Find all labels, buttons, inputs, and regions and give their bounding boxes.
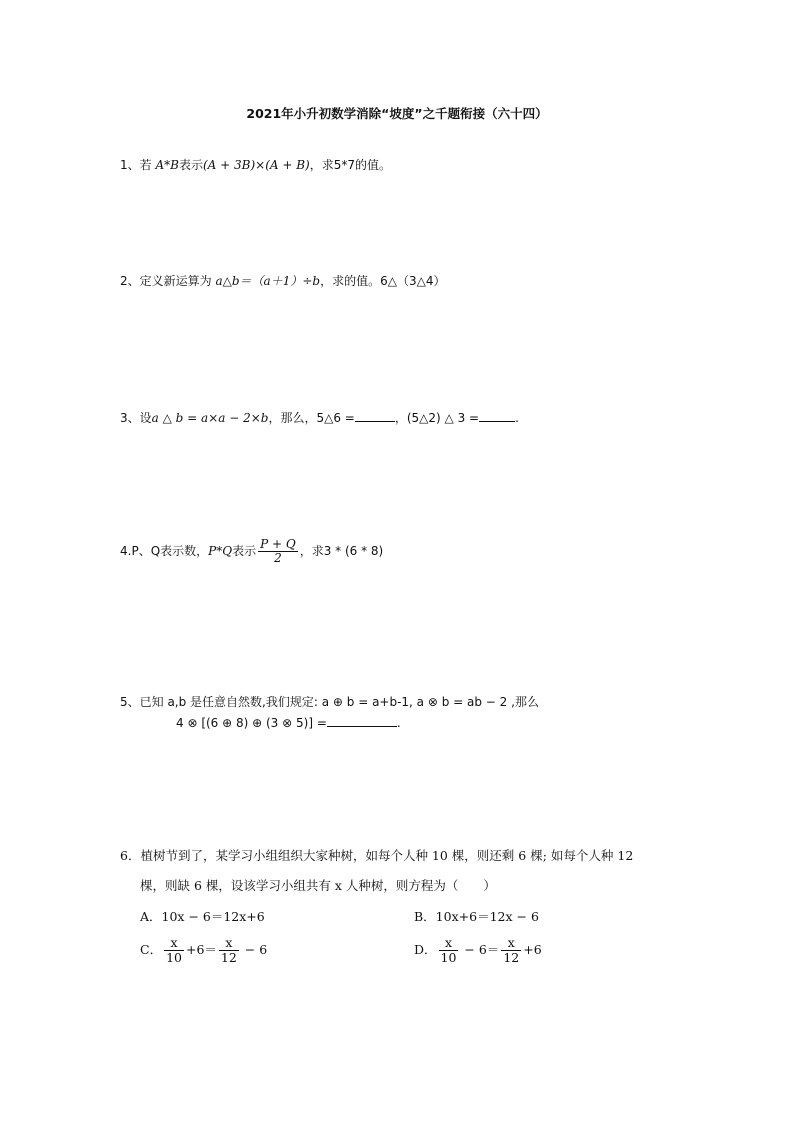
fraction-numerator: x [501,936,521,951]
q2-number: 2、 [120,274,140,288]
q1-mid: 表示 [178,158,203,172]
q3-blank-1[interactable] [355,409,395,422]
q6-option-d[interactable] [414,936,542,965]
q1-end: 的值。 [355,158,392,172]
fraction-numerator: x [164,936,184,951]
q6-number: 6． [120,848,141,863]
q4-fraction-numerator: P + Q [260,537,296,551]
q1-pre: 若 [139,158,152,172]
question-4 [120,538,383,565]
q3-mid: ，那么， [268,411,317,425]
q6-option-c-label: C． [140,941,163,957]
question-5-line-1 [120,692,539,712]
q6-option-d-label: D． [414,941,437,957]
q3-end: . [515,411,519,425]
q4-fraction [258,538,298,565]
q1-post: ，求 [309,158,334,172]
q6-option-d-fraction-1 [439,936,459,965]
question-6-line-2: 棵，则缺 6 棵，设该学习小组共有 x 人种树，则方程为（ ） [140,878,496,893]
q5-line1: 已知 a,b 是任意自然数,我们规定: a ⊕ b = a+b-1, a ⊗ b = ab − 2 ,那么 [139,695,539,709]
q6-line1: 植树节到了，某学习小组组织大家种树，如每个人种 10 棵，则还剩 6 棵; 如每个人种 12 [140,848,634,863]
q4-target: 3 * (6 * 8) [323,544,384,559]
q1-definition-expr: (A + 3B)×(A + B) [202,158,310,172]
q6-option-d-mid: − 6＝ [460,941,500,957]
question-5-line-2 [176,713,401,733]
fraction-numerator: x [439,936,459,951]
question-1 [120,155,391,175]
page-title: 2021年小升初数学消除“坡度”之千题衔接（六十四） [246,106,548,121]
q4-number: 4. [120,544,132,559]
q5-number: 5、 [120,695,140,709]
q6-option-d-end: +6 [523,941,542,957]
q5-end: . [396,716,401,730]
q4-pre: P、Q表示数， [131,544,209,559]
q1-number: 1、 [120,158,140,172]
q6-option-c-mid: +6＝ [185,941,217,957]
q3-part2: (5△2) △ 3 = [406,411,480,425]
q3-separator: ， [394,411,407,425]
q4-post: ，求 [299,544,324,559]
q5-line2: 4 ⊗ [(6 ⊕ 8) ⊕ (3 ⊗ 5)] = [176,716,327,730]
fraction-numerator: x [219,936,239,951]
q6-option-d-fraction-2 [501,936,521,965]
q6-option-c-fraction-2 [219,936,239,965]
q6-option-c-fraction-1 [164,936,184,965]
q2-post: ，求的值。 [320,274,381,288]
question-2 [120,271,445,291]
fraction-denominator: 12 [220,949,237,965]
q3-pre: 设 [139,411,152,425]
fraction-denominator: 10 [440,949,457,965]
q6-option-b[interactable]: B．10x+6＝12x − 6 [414,909,539,924]
q3-number: 3、 [120,411,140,425]
question-3 [120,408,519,428]
q2-expression: a△b＝（a＋1）÷b [215,274,321,288]
q1-target: 5*7 [333,158,356,172]
q6-option-c-end: − 6 [240,941,268,957]
q6-option-c[interactable] [140,936,267,965]
q6-option-a[interactable]: A．10x − 6＝12x+6 [140,909,265,924]
question-6-line-1 [120,846,633,864]
fraction-denominator: 10 [166,949,182,965]
fraction-denominator: 12 [503,949,520,965]
q4-mid: 表示 [232,544,257,559]
q3-blank-2[interactable] [479,409,515,422]
q4-operator: P*Q [208,544,233,559]
q5-blank[interactable] [327,714,397,727]
q1-operator-expr: A*B [155,158,179,172]
q2-text: 定义新运算为 [139,274,212,288]
q3-part1: 5△6 = [316,411,355,425]
q2-target: 6△（3△4） [380,274,446,288]
q4-fraction-denominator: 2 [274,551,282,566]
q3-expression: a △ b = a×a − 2×b [151,411,269,425]
